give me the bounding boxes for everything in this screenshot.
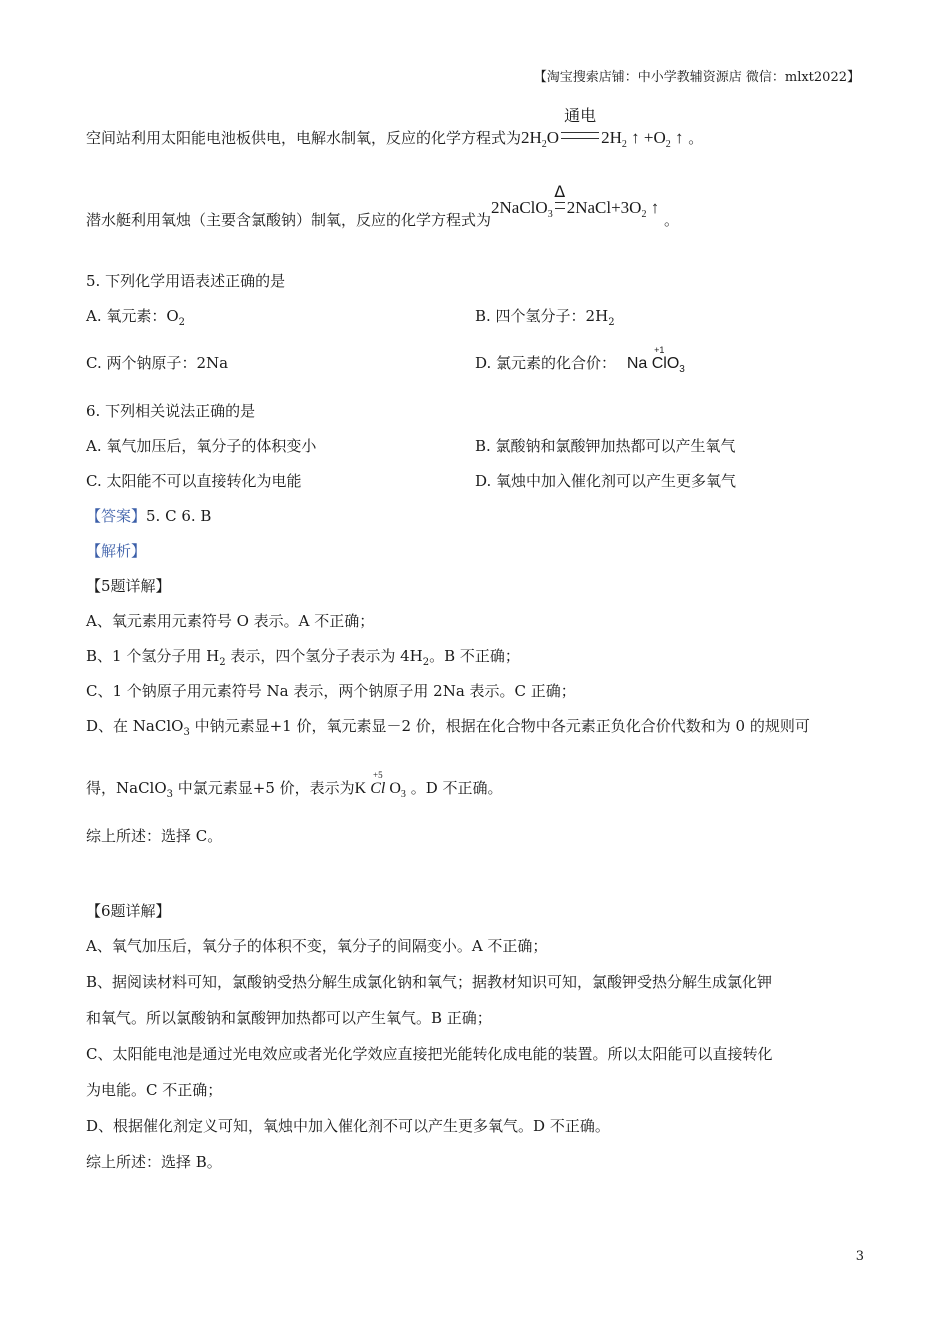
detail6-c-line1: C、太阳能电池是通过光电效应或者光化学效应直接把光能转化成电能的装置。所以太阳能可以直接转化 xyxy=(86,1045,773,1063)
detail6-summary: 综上所述：选择 B。 xyxy=(86,1153,222,1171)
q6-stem: 6. 下列相关说法正确的是 xyxy=(86,402,256,420)
detail6-b-line1: B、据阅读材料可知，氯酸钠受热分解生成氯化钠和氧气；据教材知识可知，氯酸钾受热分解生成氯化钾 xyxy=(86,973,773,991)
intro-line-1-period: 。 xyxy=(688,129,704,147)
intro-line-2-text: 潜水艇利用氧烛（主要含氯酸钠）制氧，反应的化学方程式为 xyxy=(86,211,492,229)
equation-electrolysis: $2H_2O$ 通电 $2H_2$ ↑ $+O_2$ ↑ xyxy=(521,106,684,150)
intro-line-2-period: 。 xyxy=(663,211,679,229)
q6-option-c: C. 太阳能不可以直接转化为电能 xyxy=(86,472,302,490)
intro-line-2 xyxy=(86,182,679,230)
detail6-title: 【6题详解】 xyxy=(86,902,171,920)
answer-line xyxy=(86,506,211,526)
detail5-title: 【5题详解】 xyxy=(86,577,171,595)
detail6-c-line2: 为电能。C 不正确； xyxy=(86,1081,223,1099)
detail5-kclo3-formula: K +5 Cl $O_3$ xyxy=(355,779,406,799)
detail5-c: C、1 个钠原子用元素符号 Na 表示，两个钠原子用 2Na 表示。C 正确； xyxy=(86,682,576,700)
detail5-d-line2: 得，NaClO$_3$ 中氯元素显+5 价，表示为K +5 Cl $O_3$ 。D 不正确。 xyxy=(86,778,503,799)
page-number: 3 xyxy=(855,1249,864,1264)
answer-label: 【答案】 xyxy=(86,507,147,525)
q5-option-d: D. 氯元素的化合价： Na +1 ClO$_3$ xyxy=(475,353,685,374)
q5-option-c: C. 两个钠原子：2Na xyxy=(86,354,229,372)
intro-line-1-text: 空间站利用太阳能电池板供电，电解水制氧，反应的化学方程式为 xyxy=(86,129,522,147)
q6-option-a: A. 氧气加压后，氧分子的体积变小 xyxy=(86,437,317,455)
detail5-summary: 综上所述：选择 C。 xyxy=(86,827,223,845)
q5-option-b: B. 四个氢分子：$2H_2$ xyxy=(475,307,615,328)
detail5-a: A、氧元素用元素符号 O 表示。A 不正确； xyxy=(86,612,375,630)
valence-plus-5: +5 xyxy=(373,770,383,780)
q5-stem: 5. 下列化学用语表述正确的是 xyxy=(86,272,286,290)
q6-option-b: B. 氯酸钠和氯酸钾加热都可以产生氧气 xyxy=(475,437,736,455)
detail5-b: B、1 个氢分子用 $H_2$ 表示，四个氢分子表示为 $4H_2$。B 不正确； xyxy=(86,647,520,668)
condition-electricity: 通电 xyxy=(564,106,597,125)
q5-option-a: A. 氧元素：$O_2$ xyxy=(86,307,186,328)
detail6-a: A、氧气加压后，氧分子的体积不变，氧分子的间隔变小。A 不正确； xyxy=(86,937,548,955)
answer-text: 5. C 6. B xyxy=(146,507,212,525)
detail5-d-line1: D、在 NaClO$_3$ 中钠元素显+1 价，氧元素显－2 价，根据在化合物中各元素正负化合价代数和为 0 的规则可 xyxy=(86,717,810,738)
condition-heat: Δ xyxy=(554,182,566,201)
equation-chlorate-decomposition: 2NaClO$_3$ Δ $2NaCl+3O_2$ ↑ xyxy=(491,182,660,220)
header-watermark: 【淘宝搜索店铺：中小学教辅资源店 微信：mlxt2022】 xyxy=(533,70,860,85)
detail6-b-line2: 和氧气。所以氯酸钠和氯酸钾加热都可以产生氧气。B 正确； xyxy=(86,1009,492,1027)
q5-d-formula: Na +1 ClO$_3$ xyxy=(627,354,685,374)
valence-plus-1: +1 xyxy=(654,345,665,355)
q6-option-d: D. 氧烛中加入催化剂可以产生更多氧气 xyxy=(475,472,737,490)
intro-line-1 xyxy=(86,106,704,150)
detail6-d: D、根据催化剂定义可知，氧烛中加入催化剂不可以产生更多氧气。D 不正确。 xyxy=(86,1117,610,1135)
analysis-label: 【解析】 xyxy=(86,542,147,560)
